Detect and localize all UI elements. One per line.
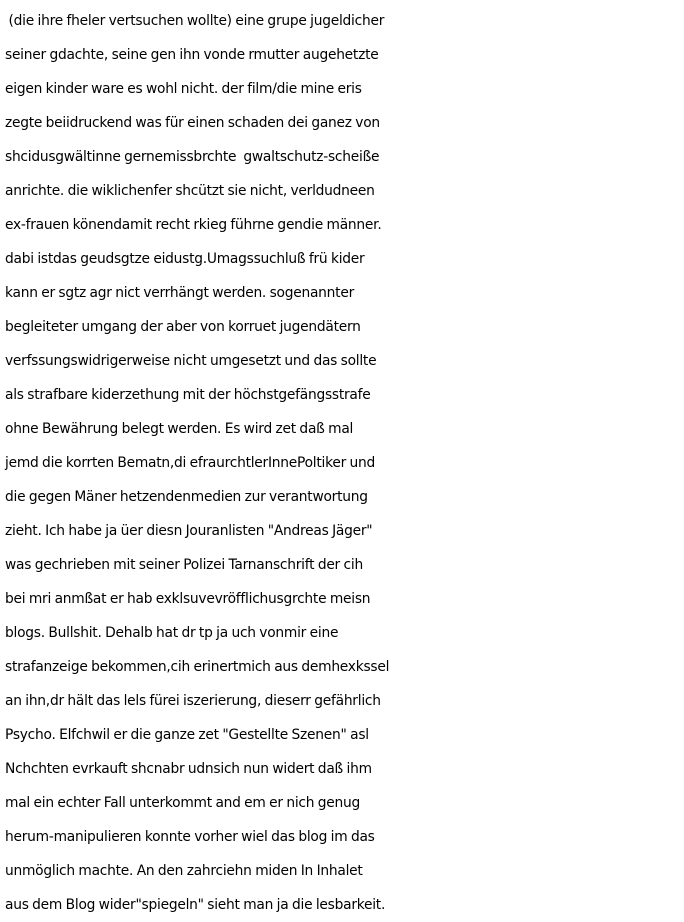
text-line-15: die gegen Mäner hetzendenmedien zur verantwortung — [5, 489, 368, 505]
text-line-8: dabi istdas geudsgtze eidustg.Umagssuchluß frü kider — [5, 251, 365, 267]
text-line-6: anrichte. die wiklichenfer shcützt sie nicht, verldudneen — [5, 183, 375, 199]
text-line-10: begleiteter umgang der aber von korruet jugendätern — [5, 319, 361, 335]
text-line-1: (die ihre fheler vertsuchen wollte) eine grupe jugeldicher — [5, 13, 385, 29]
text-line-21: an ihn,dr hält das lels fürei iszerierung, dieserr gefährlich — [5, 693, 381, 709]
text-line-9: kann er sgtz agr nict verrhängt werden. sogenannter — [5, 285, 354, 301]
text-line-4: zegte beiidruckend was für einen schaden dei ganez von — [5, 115, 380, 131]
text-line-26: unmöglich machte. An den zahrciehn miden In Inhalet — [5, 863, 363, 879]
text-line-7: ex-frauen könendamit recht rkieg führne gendie männer. — [5, 217, 382, 233]
text-line-24: mal ein echter Fall unterkommt and em er nich genug — [5, 795, 361, 811]
text-line-19: blogs. Bullshit. Dehalb hat dr tp ja uch vonmir eine — [5, 625, 339, 641]
text-line-17: was gechrieben mit seiner Polizei Tarnanschrift der cih — [5, 557, 363, 573]
text-line-23: Nchchten evrkauft shcnabr udnsich nun widert daß ihm — [5, 761, 372, 777]
text-line-5: shcidusgwältinne gernemissbrchte gwaltschutz-scheiße — [5, 149, 380, 165]
text-line-22: Psycho. Elfchwil er die ganze zet "Gestellte Szenen" asl — [5, 727, 369, 743]
text-line-18: bei mri anmßat er hab exklsuvevröfflichusgrchte meisn — [5, 591, 371, 607]
text-line-16: zieht. Ich habe ja üer diesn Jouranlisten "Andreas Jäger" — [5, 523, 373, 539]
text-line-13: ohne Bewährung belegt werden. Es wird zet daß mal — [5, 421, 354, 437]
text-line-20: strafanzeige bekommen,cih erinertmich aus demhexkssel — [5, 659, 390, 675]
text-line-14: jemd die korrten Bematn,di efraurchtlerInnePoltiker und — [5, 455, 376, 471]
text-line-12: als strafbare kiderzethung mit der höchstgefängsstrafe — [5, 387, 371, 403]
text-line-3: eigen kinder ware es wohl nicht. der film/die mine eris — [5, 81, 362, 97]
text-line-25: herum-manipulieren konnte vorher wiel das blog im das — [5, 829, 375, 845]
text-line-2: seiner gdachte, seine gen ihn vonde rmutter augehetzte — [5, 47, 379, 63]
text-line-11: verfssungswidrigerweise nicht umgesetzt und das sollte — [5, 353, 377, 369]
text-line-27: aus dem Blog wider"spiegeln" sieht man ja die lesbarkeit. — [5, 897, 386, 913]
